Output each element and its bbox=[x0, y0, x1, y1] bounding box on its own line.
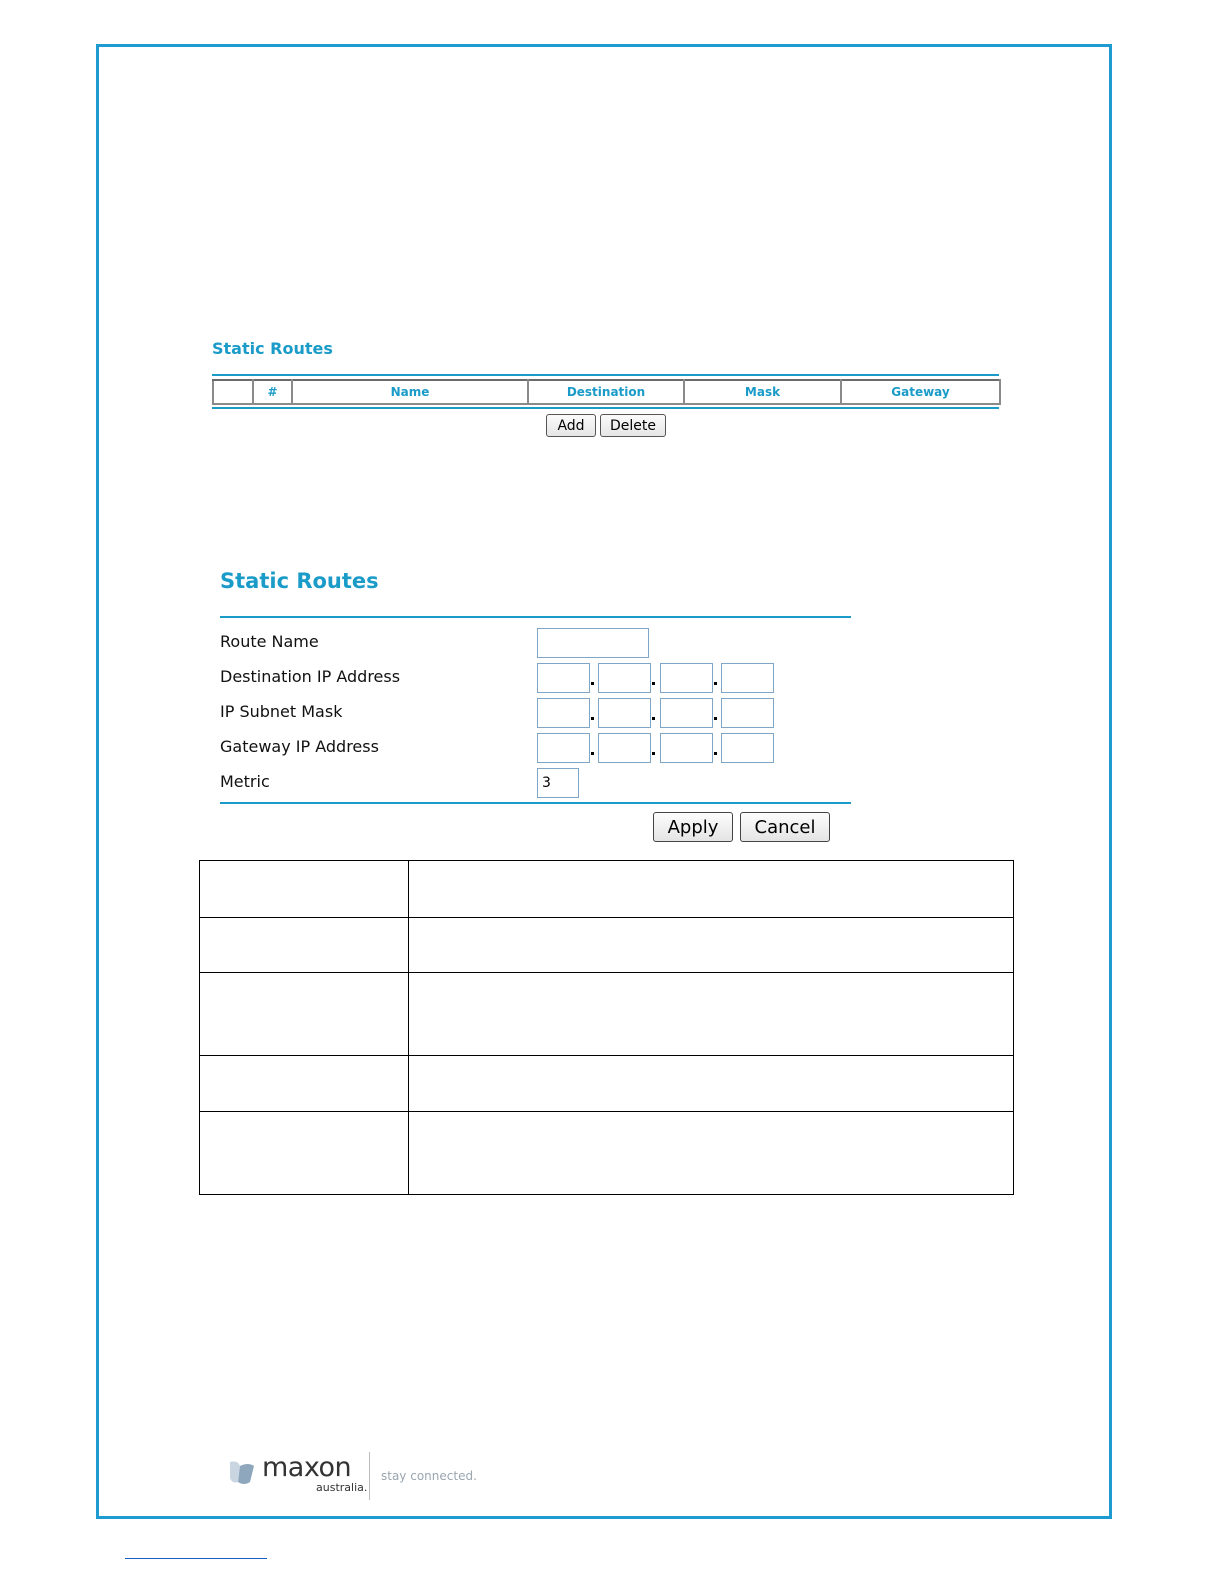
column-name: Name bbox=[292, 380, 528, 404]
table-cell bbox=[409, 1112, 1014, 1195]
table-row bbox=[200, 1112, 1014, 1195]
dot-separator bbox=[591, 752, 594, 755]
brand-name: maxon bbox=[262, 1452, 352, 1483]
route-name-label: Route Name bbox=[220, 632, 319, 651]
table-cell bbox=[200, 1112, 409, 1195]
delete-button[interactable]: Delete bbox=[600, 414, 666, 437]
column-number: # bbox=[253, 380, 292, 404]
brand-subtitle: australia. bbox=[316, 1481, 368, 1494]
table-header-row bbox=[213, 380, 1000, 404]
logo-divider bbox=[369, 1452, 370, 1500]
table-cell bbox=[409, 973, 1014, 1056]
dot-separator bbox=[652, 752, 655, 755]
apply-button[interactable]: Apply bbox=[653, 812, 733, 842]
description-table bbox=[199, 860, 1014, 1195]
gateway-ip-label: Gateway IP Address bbox=[220, 737, 379, 756]
footnote-line bbox=[125, 1558, 267, 1559]
gateway-ip-octet-3[interactable] bbox=[660, 733, 713, 763]
destination-ip-label: Destination IP Address bbox=[220, 667, 401, 686]
table-cell bbox=[409, 1056, 1014, 1112]
destination-ip-octet-2[interactable] bbox=[598, 663, 651, 693]
destination-ip-octet-1[interactable] bbox=[537, 663, 590, 693]
route-form-title: Static Routes bbox=[220, 569, 379, 593]
dot-separator bbox=[714, 717, 717, 720]
destination-ip-octet-3[interactable] bbox=[660, 663, 713, 693]
subnet-mask-octet-2[interactable] bbox=[598, 698, 651, 728]
table-row bbox=[200, 973, 1014, 1056]
route-name-input[interactable] bbox=[537, 628, 649, 658]
brand-tagline: stay connected. bbox=[381, 1469, 477, 1483]
column-mask: Mask bbox=[684, 380, 841, 404]
add-button[interactable]: Add bbox=[546, 414, 596, 437]
table-row bbox=[200, 918, 1014, 973]
table-cell bbox=[200, 918, 409, 973]
table-cell bbox=[200, 1056, 409, 1112]
gateway-ip-octet-4[interactable] bbox=[721, 733, 774, 763]
gateway-ip-octet-2[interactable] bbox=[598, 733, 651, 763]
subnet-mask-octet-1[interactable] bbox=[537, 698, 590, 728]
divider bbox=[220, 802, 851, 804]
table-cell bbox=[409, 861, 1014, 918]
column-gateway: Gateway bbox=[841, 380, 1000, 404]
gateway-ip-octet-1[interactable] bbox=[537, 733, 590, 763]
divider bbox=[212, 407, 999, 409]
dot-separator bbox=[652, 682, 655, 685]
table-cell bbox=[200, 973, 409, 1056]
table-cell bbox=[409, 918, 1014, 973]
column-select bbox=[213, 380, 253, 404]
subnet-mask-label: IP Subnet Mask bbox=[220, 702, 343, 721]
column-destination: Destination bbox=[528, 380, 684, 404]
divider bbox=[220, 616, 851, 618]
dot-separator bbox=[652, 717, 655, 720]
table-row bbox=[200, 1056, 1014, 1112]
subnet-mask-octet-3[interactable] bbox=[660, 698, 713, 728]
divider bbox=[212, 374, 999, 376]
subnet-mask-octet-4[interactable] bbox=[721, 698, 774, 728]
table-cell bbox=[200, 861, 409, 918]
cancel-button[interactable]: Cancel bbox=[740, 812, 830, 842]
metric-input[interactable] bbox=[537, 768, 579, 798]
routes-table bbox=[212, 379, 1001, 405]
routes-list-title: Static Routes bbox=[212, 339, 333, 358]
maxon-logo-icon bbox=[228, 1460, 256, 1486]
dot-separator bbox=[591, 717, 594, 720]
metric-label: Metric bbox=[220, 772, 270, 791]
table-row bbox=[200, 861, 1014, 918]
dot-separator bbox=[714, 752, 717, 755]
dot-separator bbox=[591, 682, 594, 685]
destination-ip-octet-4[interactable] bbox=[721, 663, 774, 693]
dot-separator bbox=[714, 682, 717, 685]
